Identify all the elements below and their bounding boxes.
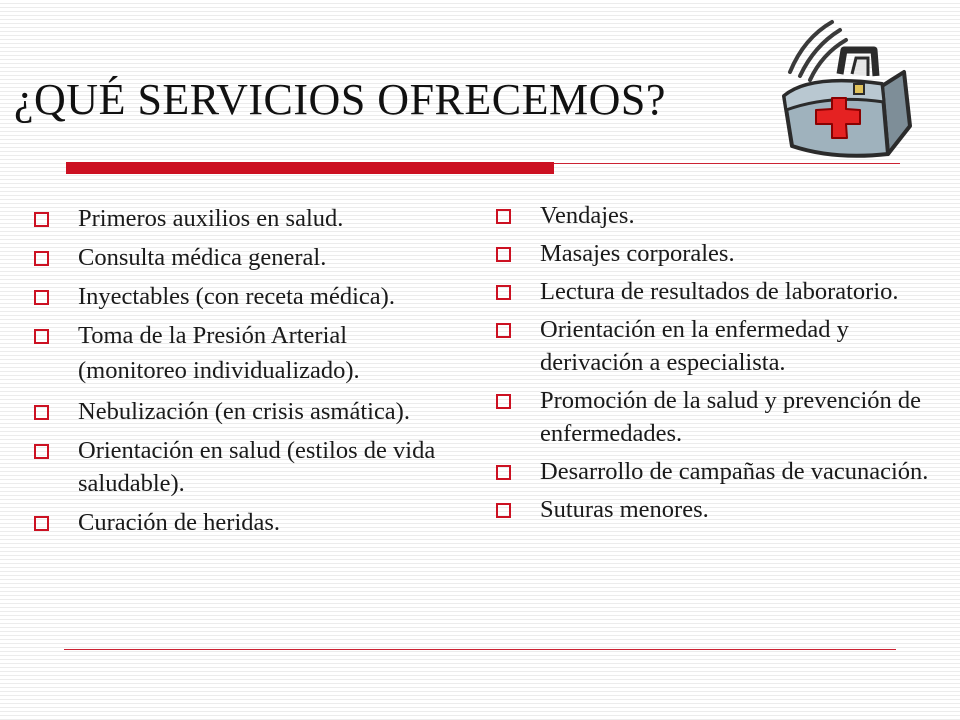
- bottom-divider-line: [64, 649, 896, 650]
- square-bullet-icon: [34, 405, 49, 420]
- list-item: [34, 241, 454, 274]
- list-item-text: Masajes corporales.: [540, 240, 735, 267]
- list-item-text: Curación de heridas.: [78, 509, 281, 536]
- list-item: [496, 313, 936, 379]
- square-bullet-icon: [34, 290, 49, 305]
- list-item-text: Lectura de resultados de laboratorio.: [540, 278, 899, 305]
- square-bullet-icon: [496, 465, 511, 480]
- square-bullet-icon: [34, 329, 49, 344]
- title-accent-bar: [66, 162, 554, 174]
- list-item-text: Inyectables (con receta médica).: [78, 283, 395, 310]
- list-item: [496, 275, 936, 308]
- square-bullet-icon: [34, 444, 49, 459]
- list-item-text: Consulta médica general.: [78, 244, 327, 271]
- list-item: [496, 237, 936, 270]
- list-item-text: Toma de la Presión Arterial: [78, 322, 348, 349]
- list-item-text: Desarrollo de campañas de vacunación.: [540, 458, 929, 485]
- square-bullet-icon: [496, 285, 511, 300]
- services-list-left: [34, 202, 454, 545]
- square-bullet-icon: [496, 503, 511, 518]
- list-item: [496, 199, 936, 232]
- list-item-text: Vendajes.: [540, 202, 635, 229]
- list-item-text: (monitoreo individualizado).: [78, 357, 360, 384]
- list-item: [496, 455, 936, 488]
- square-bullet-icon: [496, 247, 511, 262]
- list-item-text: Suturas menores.: [540, 496, 709, 523]
- list-item-text: Orientación en salud (estilos de vida saludable).: [78, 437, 436, 497]
- list-item: [496, 493, 936, 526]
- list-item: [496, 384, 936, 450]
- square-bullet-icon: [34, 251, 49, 266]
- list-item: [34, 506, 454, 539]
- list-item: [34, 319, 454, 352]
- list-item: [34, 202, 454, 235]
- slide-title: ¿QUÉ SERVICIOS OFRECEMOS?: [14, 75, 666, 124]
- list-item-text: Nebulización (en crisis asmática).: [78, 398, 410, 425]
- list-item-text: Promoción de la salud y prevención de enfermedades.: [540, 387, 922, 447]
- list-item-text: Orientación en la enfermedad y derivación a especialista.: [540, 316, 849, 376]
- square-bullet-icon: [34, 212, 49, 227]
- list-item: [34, 395, 454, 428]
- list-item: [34, 434, 454, 500]
- services-list-right: [496, 199, 936, 531]
- square-bullet-icon: [496, 394, 511, 409]
- square-bullet-icon: [496, 323, 511, 338]
- square-bullet-icon: [496, 209, 511, 224]
- list-item: [34, 280, 454, 313]
- top-divider-line: [554, 163, 900, 164]
- list-item-text: Primeros auxilios en salud.: [78, 205, 344, 232]
- square-bullet-icon: [34, 516, 49, 531]
- list-item-continuation: [34, 354, 454, 387]
- first-aid-kit-icon: [770, 14, 916, 160]
